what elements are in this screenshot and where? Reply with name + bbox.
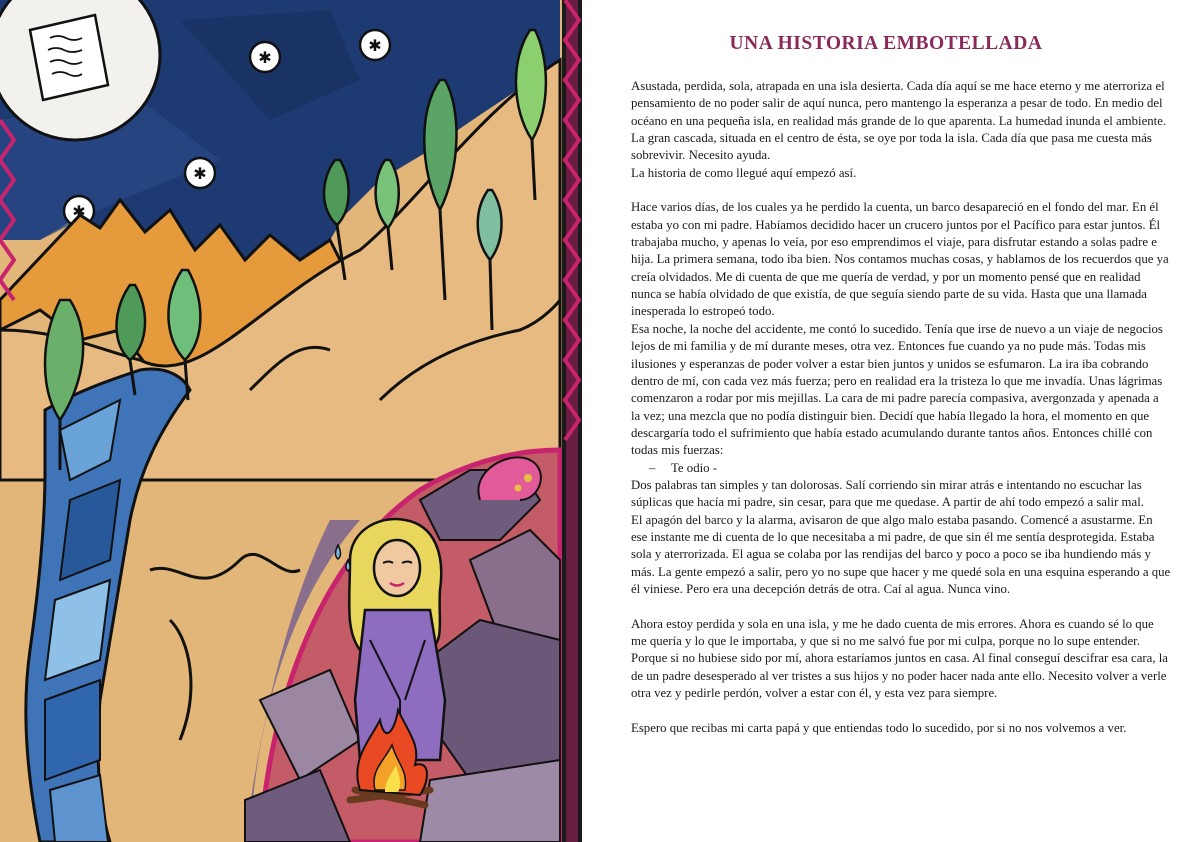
svg-text:✱: ✱ bbox=[368, 36, 382, 55]
paragraph: Hace varios días, de los cuales ya he perdido la cuenta, un barco desapareció en el fondo del mar. En él estaba yo con mi padre. Habíamos decidido hacer un crucero juntos por el Pacífico para estar juntos. Él trabajaba mucho, y apenas lo veía, por eso emprendimos el viaje, para disfrutar estando a solas padre e hija. La primera semana, todo iba bien. Nos contamos muchas cosas, y hablamos de los recuerdos que ya creía olvidados. Me di cuenta de que me quería de verdad, y por un momento pensé que en realidad nunca se había olvidado de que existía, de que seguía siendo parte de su vida. Hasta que una llamada inesperada lo estropeó todo. bbox=[631, 200, 1169, 319]
paragraph: Asustada, perdida, sola, atrapada en una isla desierta. Cada día aquí se me hace eterno y me aterroriza el pensamiento de no poder salir de aquí nunca, pero mantengo la esperanza a pesar de todo. En medio del océano en una pequeña isla, en realidad más grande de lo que aparenta. La humedad inunda el ambiente. La gran cascada, situada en el centro de ésta, se oye por toda la isla. Cada día que pasa me cuesta más sobrevivir. Necesito ayuda. bbox=[631, 79, 1167, 163]
paragraph: El apagón del barco y la alarma, avisaron de que algo malo estaba pasando. Comencé a asustarme. En ese instante me di cuenta de lo que necesitaba a mi padre, de que sin él me sentía desprotegida. Estaba sola y aterrorizada. El agua se colaba por las rendijas del barco y poco a poco se iba hundiendo más y más. La gente empezó a salir, pero yo no supe que hacer y me quedé sola en una esquina esperando a que él viniese. Pero era una decepción detrás de otra. Caí al agua. Nunca vino. bbox=[631, 512, 1171, 596]
paragraph: Dos palabras tan simples y tan dolorosas. Salí corriendo sin mirar atrás e intentando no escuchar las súplicas que hacía mi padre, sin cesar, para que me quedase. A partir de ahí todo empezó a salir mal. bbox=[631, 477, 1144, 510]
paragraph: Espero que recibas mi carta papá y que entiendas todo lo sucedido, por si no nos volvemos a ver. bbox=[631, 720, 1127, 735]
island-illustration bbox=[0, 0, 582, 842]
dialogue-text: Te odio - bbox=[671, 460, 718, 475]
paragraph: La historia de como llegué aquí empezó así. bbox=[631, 165, 857, 180]
star-icon bbox=[360, 30, 390, 60]
svg-text:✱: ✱ bbox=[258, 48, 272, 67]
star-icon bbox=[185, 158, 215, 188]
story-page bbox=[582, 0, 1190, 842]
paragraph: Ahora estoy perdida y sola en una isla, y me he dado cuenta de mis errores. Ahora es cuando sé lo que me quería y lo que le importaba, y que si no me salvó fue por mi culpa, porque no lo supe entender. Porque si no hubiese sido por mí, ahora estaríamos juntos en casa. Al final conseguí descifrar esa cara, la de un padre desesperado al ver tristes a sus hijos y no poder hacer nada ante ello. Necesito volver a verle otra vez y pedirle perdón, volver a estar con él, y esta vez para siempre. bbox=[631, 616, 1168, 701]
dialogue-dash: – bbox=[649, 460, 656, 475]
story-body bbox=[631, 78, 1171, 737]
svg-text:✱: ✱ bbox=[72, 202, 86, 221]
story-title: UNA HISTORIA EMBOTELLADA bbox=[729, 33, 1043, 54]
svg-text:✱: ✱ bbox=[193, 164, 207, 183]
dialogue-line bbox=[631, 460, 1171, 477]
star-icon bbox=[250, 42, 280, 72]
paragraph: Esa noche, la noche del accidente, me contó lo sucedido. Tenía que irse de nuevo a un viaje de negocios lejos de mi familia y de mí durante meses, otra vez. Entonces fue cuando ya no pude más. Todas mis ilusiones y esperanzas de poder volver a estar bien juntos y unidos se esfumaron. La ira iba cobrando dentro de mí, con cada vez más fuerza; pero en realidad era la tristeza lo que me invadía. Unas lágrimas comenzaron a rodar por mis mejillas. La cara de mi padre parecía compasiva, avergonzada y apenada a la vez; una mezcla que no podía distinguir bien. Decidí que había llegado la hora, el momento en que descargaría todo el sufrimiento que había estado acumulando durante tantos años. Entonces chillé con todas mis fuerzas: bbox=[631, 321, 1163, 458]
